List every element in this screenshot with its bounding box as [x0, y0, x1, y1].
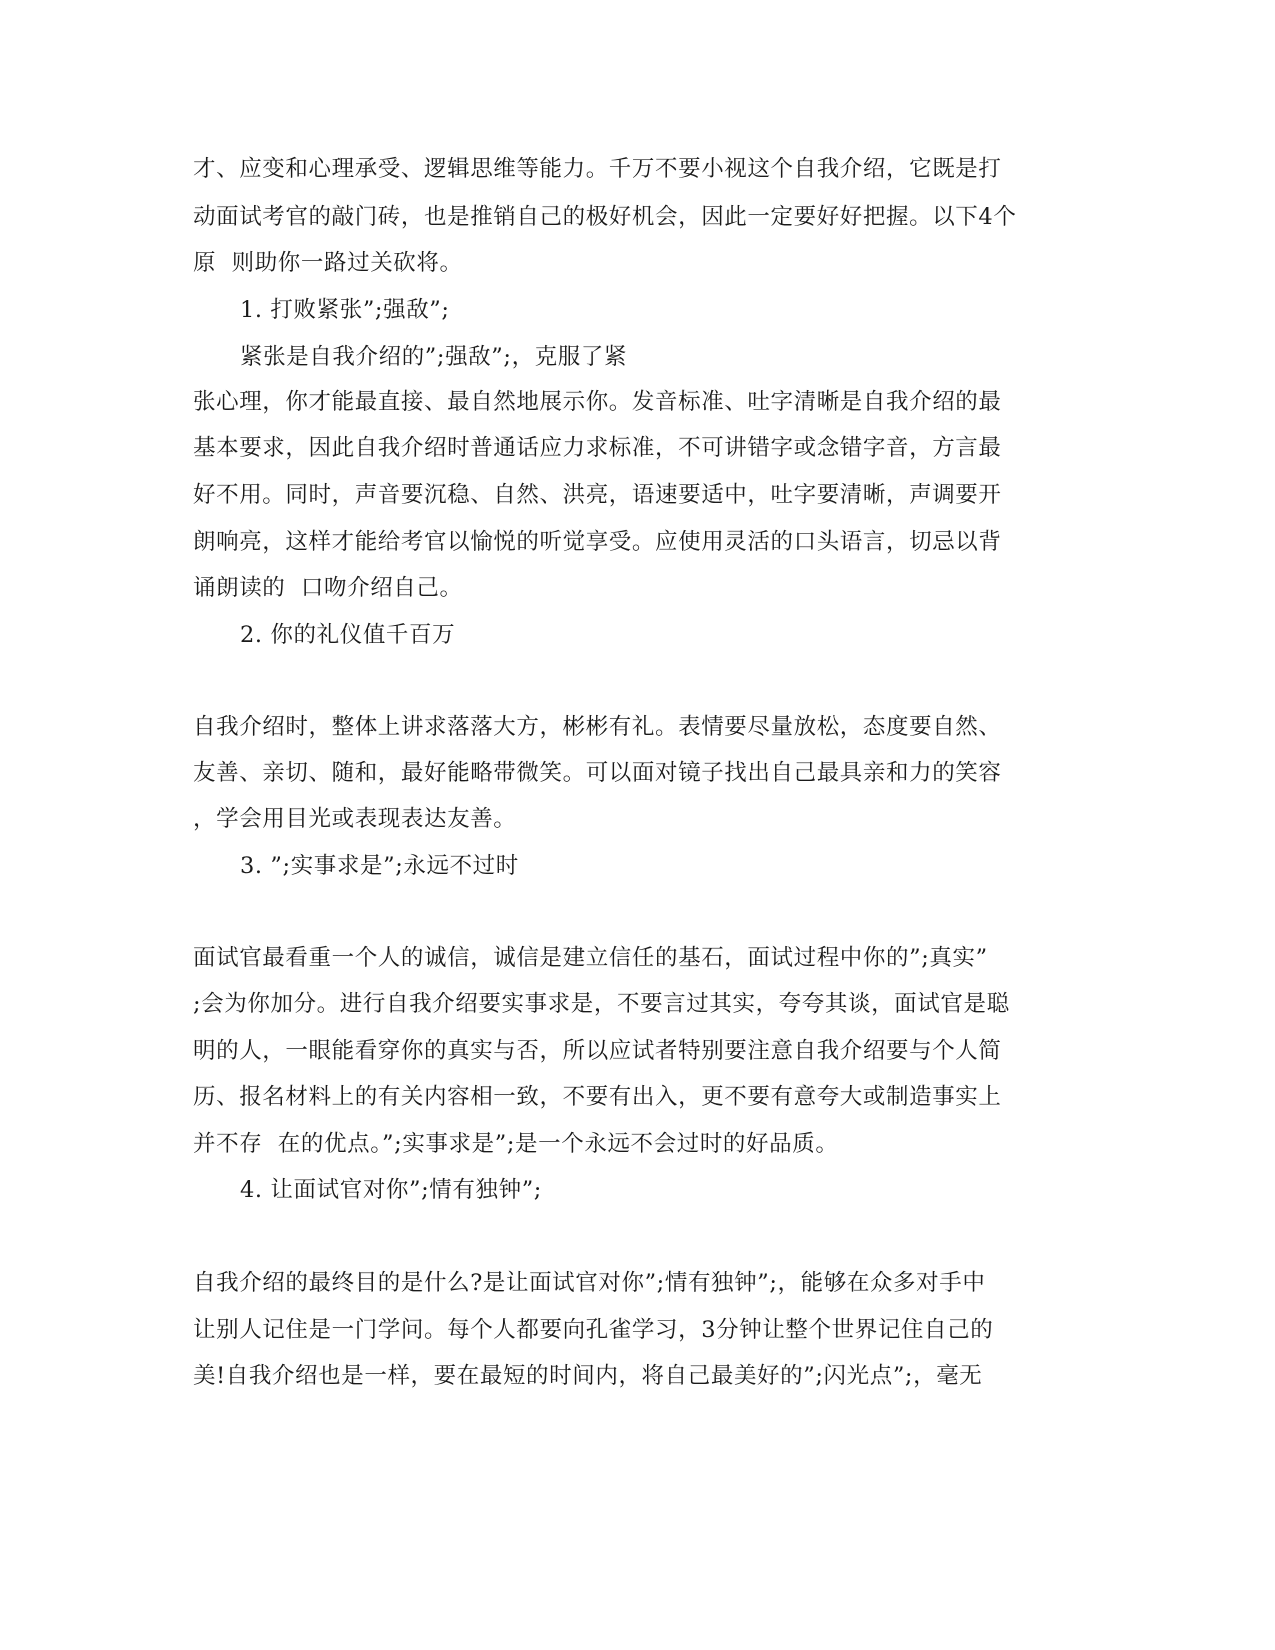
paragraph-line: 朗响亮，这样才能给考官以愉悦的听觉享受。应使用灵活的口头语言，切忌以背	[193, 529, 1002, 555]
paragraph-line: 张心理，你才能最直接、最自然地展示你。发音标准、吐字清晰是自我介绍的最	[193, 389, 1002, 415]
paragraph-line: 美!自我介绍也是一样，要在最短的时间内，将自己最美好的”;闪光点”;，毫无	[193, 1363, 983, 1389]
paragraph-line: 紧张是自我介绍的”;强敌”;，克服了紧	[240, 344, 628, 370]
paragraph-line: ;会为你加分。进行自我介绍要实事求是，不要言过其实，夸夸其谈，面试官是聪	[193, 991, 1010, 1017]
paragraph-line: 友善、亲切、随和，最好能略带微笑。可以面对镜子找出自己最具亲和力的笑容	[193, 760, 1002, 786]
section-heading-2: 2. 你的礼仪值千百万	[240, 622, 456, 648]
paragraph-line: 面试官最看重一个人的诚信，诚信是建立信任的基石，面试过程中你的”;真实”	[193, 945, 988, 971]
paragraph-line: 动面试考官的敲门砖，也是推销自己的极好机会，因此一定要好好把握。以下4个	[193, 204, 1017, 230]
paragraph-line: 让别人记住是一门学问。每个人都要向孔雀学习，3分钟让整个世界记住自己的	[193, 1317, 994, 1343]
section-heading-4: 4. 让面试官对你”;情有独钟”;	[240, 1177, 542, 1203]
section-heading-3: 3. ”;实事求是”;永远不过时	[240, 853, 519, 879]
paragraph-line: 历、报名材料上的有关内容相一致，不要有出入，更不要有意夸大或制造事实上	[193, 1084, 1002, 1110]
paragraph-line: 自我介绍的最终目的是什么?是让面试官对你”;情有独钟”;，能够在众多对手中	[193, 1270, 986, 1296]
paragraph-line: 明的人，一眼能看穿你的真实与否，所以应试者特别要注意自我介绍要与个人简	[193, 1038, 1002, 1064]
paragraph-line: 好不用。同时，声音要沉稳、自然、洪亮，语速要适中，吐字要清晰，声调要开	[193, 482, 1002, 508]
paragraph-line: 并不存 在的优点。”;实事求是”;是一个永远不会过时的好品质。	[193, 1131, 839, 1157]
paragraph-line: 基本要求，因此自我介绍时普通话应力求标准，不可讲错字或念错字音，方言最	[193, 435, 1002, 461]
paragraph-line: 才、应变和心理承受、逻辑思维等能力。千万不要小视这个自我介绍，它既是打	[193, 156, 1002, 182]
paragraph-line: ，学会用目光或表现表达友善。	[193, 806, 517, 832]
section-heading-1: 1. 打败紧张”;强敌”;	[240, 297, 450, 323]
paragraph-line: 自我介绍时，整体上讲求落落大方，彬彬有礼。表情要尽量放松，态度要自然、	[193, 714, 1002, 740]
paragraph-line: 诵朗读的 口吻介绍自己。	[193, 575, 463, 601]
paragraph-line: 原 则助你一路过关砍将。	[193, 250, 463, 276]
